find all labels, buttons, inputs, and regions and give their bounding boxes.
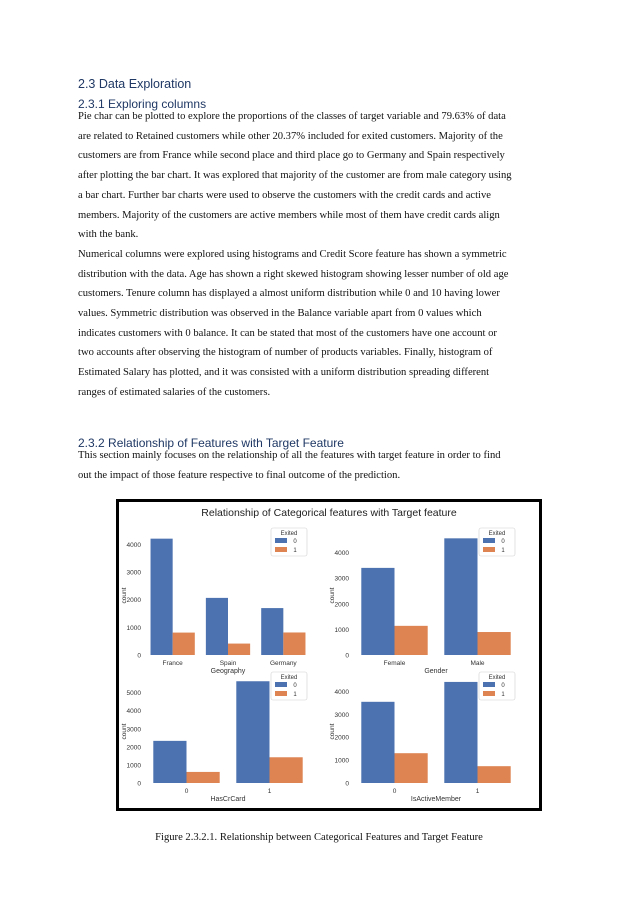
x-tick-label: 1 [267, 788, 272, 795]
y-tick-label: 0 [345, 780, 349, 788]
figure-caption: Figure 2.3.2.1. Relationship between Categorical Features and Target Feature [155, 832, 483, 843]
y-tick-label: 1000 [126, 624, 141, 632]
y-tick-label: 0 [137, 652, 141, 660]
text-line: distribution with the data. Age has shown a right skewed histogram showing lesser number of old age [78, 268, 509, 280]
relationship-figure [116, 499, 542, 811]
legend-title: Exited [280, 531, 298, 537]
y-tick-label: 5000 [126, 690, 141, 698]
y-tick-label: 2000 [334, 601, 349, 609]
bar-exited-0 [151, 539, 173, 655]
text-line: indicates customers with 0 balance. It can be stated that most of the customers have one account or [78, 327, 497, 339]
bar-exited-1 [478, 632, 511, 655]
text-line: Numerical columns were explored using histograms and Credit Score feature has shown a symmetric [78, 248, 507, 260]
y-tick-label: 0 [137, 780, 141, 788]
relationship-paragraph [78, 446, 558, 485]
y-tick-label: 4000 [334, 550, 349, 558]
text-line: ranges of estimated salaries of the customers. [78, 386, 271, 398]
y-tick-label: 1000 [334, 626, 349, 634]
text-line: out the impact of those feature respective to final outcome of the prediction. [78, 469, 401, 481]
legend-swatch-0 [483, 682, 495, 687]
legend-label-0: 0 [501, 683, 505, 689]
bar-exited-0 [444, 538, 477, 655]
legend-title: Exited [488, 531, 506, 537]
text-line: after plotting the bar chart. It was explored that majority of the customer are from male category using [78, 170, 512, 182]
bar-exited-1 [478, 766, 511, 783]
subsection-heading-relationship: 2.3.2 Relationship of Features with Target Feature [78, 436, 344, 450]
x-tick-label: 0 [392, 788, 397, 795]
legend-swatch-1 [275, 691, 287, 696]
chart-title: Relationship of Categorical features with Target feature [201, 507, 457, 519]
legend-title: Exited [280, 675, 298, 681]
text-line: with the bank. [78, 229, 139, 241]
x-tick-label: Female [383, 660, 406, 667]
legend-label-0: 0 [293, 683, 297, 689]
legend-label-1: 1 [501, 548, 505, 554]
legend-label-1: 1 [501, 692, 505, 698]
text-line: Pie char can be plotted to explore the proportions of the classes of target variable and 79.63% of data [78, 111, 506, 122]
y-tick-label: 4000 [126, 708, 141, 716]
y-tick-label: 2000 [334, 734, 349, 742]
text-line: customers. Tenure column has displayed a almost uniform distribution while 0 and 10 having lower [78, 288, 500, 300]
y-tick-label: 0 [345, 652, 349, 660]
bar-exited-0 [261, 608, 283, 655]
text-line: are related to Retained customers while other 20.37% included for exited customers. Majority of the [78, 130, 503, 142]
y-tick-label: 3000 [126, 569, 141, 577]
y-tick-label: 3000 [334, 575, 349, 583]
x-tick-label: 1 [475, 788, 480, 795]
legend-swatch-0 [275, 538, 287, 543]
y-axis-label: count [121, 723, 128, 740]
x-axis-label: HasCrCard [210, 796, 246, 803]
text-line: customers are from France while second place and third place go to Germany and Spain respectively [78, 150, 505, 162]
legend-label-1: 1 [293, 548, 297, 554]
y-tick-label: 3000 [334, 711, 349, 719]
bar-exited-1 [270, 757, 303, 783]
legend-label-0: 0 [501, 539, 505, 545]
relationship-chart [119, 502, 539, 808]
legend-swatch-1 [483, 691, 495, 696]
x-tick-label: Male [470, 660, 485, 667]
exploring-columns-paragraph [78, 107, 558, 403]
text-line: two accounts after observing the histogram of number of products variables. Finally, histogram of [78, 347, 493, 359]
x-tick-label: France [162, 660, 183, 667]
bar-exited-0 [236, 681, 269, 783]
text-line: This section mainly focuses on the relationship of all the features with target feature in order to find [78, 450, 501, 461]
bar-exited-0 [206, 598, 228, 655]
x-axis-label: Geography [210, 668, 246, 675]
bar-exited-0 [444, 682, 477, 783]
y-axis-label: count [329, 723, 336, 740]
y-tick-label: 2000 [126, 597, 141, 605]
legend-label-0: 0 [293, 539, 297, 545]
y-tick-label: 3000 [126, 726, 141, 734]
y-axis-label: count [121, 587, 128, 604]
text-line: values. Symmetric distribution was observed in the Balance variable apart from 0 values which [78, 308, 482, 320]
x-axis-label: IsActiveMember [410, 796, 462, 803]
legend-title: Exited [488, 675, 506, 681]
bar-exited-1 [395, 626, 428, 655]
y-tick-label: 4000 [334, 688, 349, 696]
bar-exited-0 [361, 568, 394, 655]
bar-exited-1 [187, 772, 220, 783]
y-tick-label: 2000 [126, 744, 141, 752]
x-axis-label: Gender [424, 668, 448, 675]
legend-label-1: 1 [293, 692, 297, 698]
bar-exited-1 [395, 753, 428, 783]
legend-swatch-1 [275, 547, 287, 552]
y-axis-label: count [329, 587, 336, 604]
bar-exited-0 [361, 702, 394, 783]
y-tick-label: 4000 [126, 541, 141, 549]
bar-exited-0 [153, 741, 186, 783]
x-tick-label: 0 [184, 788, 189, 795]
y-tick-label: 1000 [334, 757, 349, 765]
bar-exited-1 [228, 644, 250, 655]
legend-swatch-1 [483, 547, 495, 552]
section-heading: 2.3 Data Exploration [78, 77, 192, 91]
x-tick-label: Spain [219, 660, 237, 667]
text-line: Estimated Salary has plotted, and it was consisted with a uniform distribution spreading different [78, 367, 490, 379]
legend-swatch-0 [275, 682, 287, 687]
bar-exited-1 [283, 632, 305, 655]
subsection-heading-exploring-columns: 2.3.1 Exploring columns [78, 97, 207, 111]
text-line: members. Majority of the customers are active members while most of them have credit cards align [78, 209, 500, 221]
legend-swatch-0 [483, 538, 495, 543]
text-line: a bar chart. Further bar charts were used to observe the customers with the credit cards and active [78, 189, 491, 201]
y-tick-label: 1000 [126, 762, 141, 770]
x-tick-label: Germany [269, 660, 297, 667]
bar-exited-1 [173, 633, 195, 655]
